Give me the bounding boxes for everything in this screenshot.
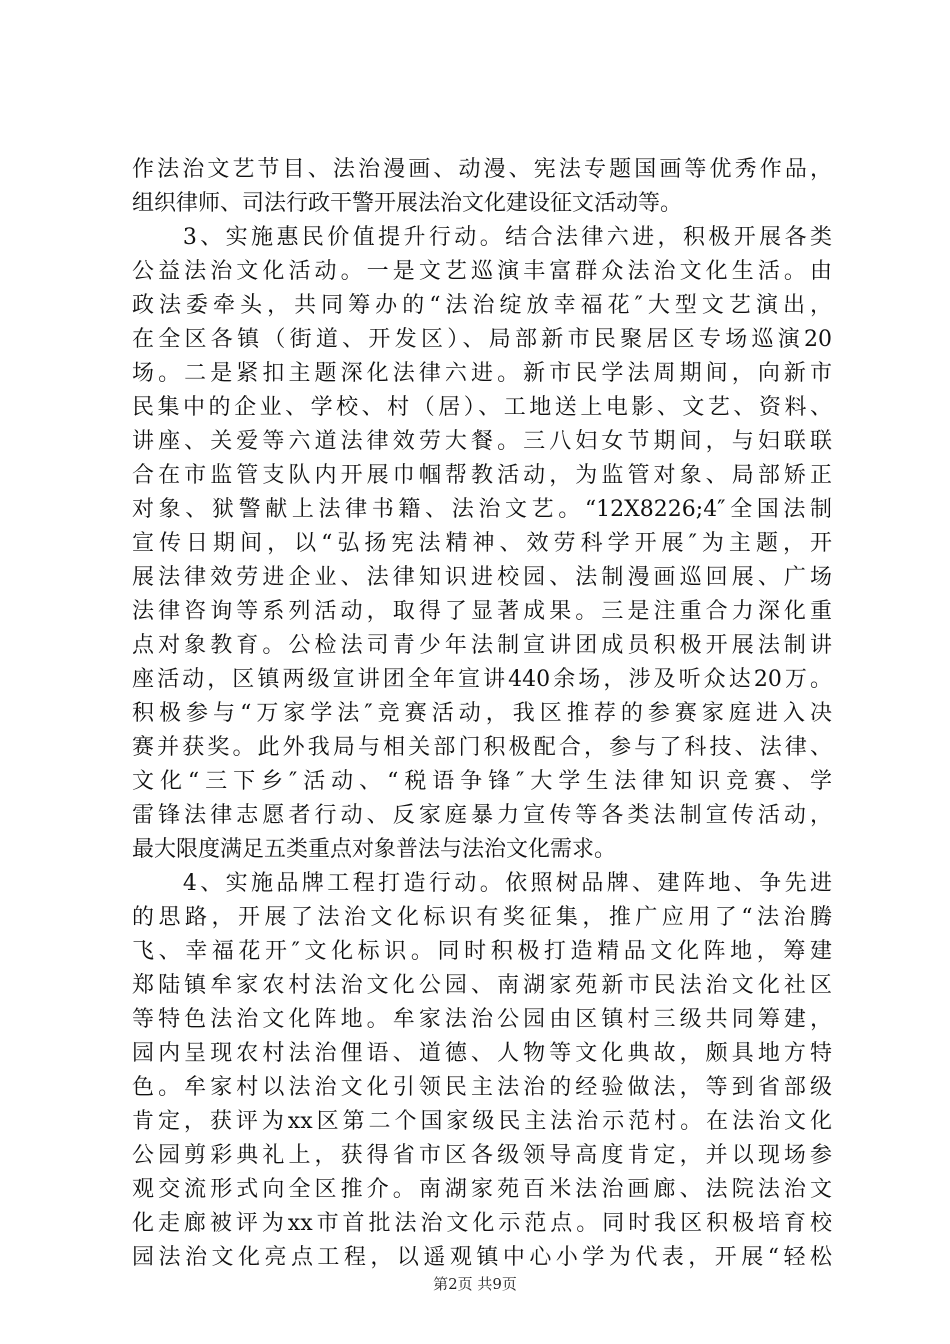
text-line: 座活动，区镇两级宣讲团全年宣讲440余场，涉及听众达20万。 <box>132 667 832 692</box>
text-line: 在全区各镇（街道、开发区）、局部新市民聚居区专场巡演20 <box>132 327 832 352</box>
text-line: 场。二是紧扣主题深化法律六进。新市民学法周期间，向新市 <box>132 361 832 386</box>
page-footer <box>0 1274 950 1294</box>
text-line: 对象、狱警献上法律书籍、法治文艺。“12X8226;4″全国法制 <box>132 497 832 522</box>
text-line: 文化“三下乡″活动、“税语争锋″大学生法律知识竞赛、学 <box>132 769 832 794</box>
page-number-label: 第2页 共9页 <box>433 1275 517 1293</box>
text-line: 雷锋法律志愿者行动、反家庭暴力宣传等各类法制宣传活动， <box>132 803 832 828</box>
text-line: 郑陆镇牟家农村法治文化公园、南湖家苑新市民法治文化社区 <box>132 973 832 998</box>
text-line: 园内呈现农村法治俚语、道德、人物等文化典故，颇具地方特 <box>132 1041 832 1066</box>
text-line: 法律咨询等系列活动，取得了显著成果。三是注重合力深化重 <box>132 599 832 624</box>
text-line: 化走廊被评为xx市首批法治文化示范点。同时我区积极培育校 <box>132 1211 832 1236</box>
text-line: 飞、幸福花开″文化标识。同时积极打造精品文化阵地，筹建 <box>132 939 832 964</box>
text-line: 等特色法治文化阵地。牟家法治公园由区镇村三级共同筹建， <box>132 1007 832 1032</box>
text-line: 3、实施惠民价值提升行动。结合法律六进，积极开展各类 <box>132 225 832 250</box>
text-line: 民集中的企业、学校、村（居）、工地送上电影、文艺、资料、 <box>132 395 832 420</box>
text-line: 赛并获奖。此外我局与相关部门积极配合，参与了科技、法律、 <box>132 735 832 760</box>
text-line: 色。牟家村以法治文化引领民主法治的经验做法，等到省部级 <box>132 1075 832 1100</box>
text-line: 政法委牵头，共同筹办的“法治绽放幸福花″大型文艺演出， <box>132 293 832 318</box>
text-line: 点对象教育。公检法司青少年法制宣讲团成员积极开展法制讲 <box>132 633 832 658</box>
text-line: 积极参与“万家学法″竞赛活动，我区推荐的参赛家庭进入决 <box>132 701 832 726</box>
text-line: 观交流形式向全区推介。南湖家苑百米法治画廊、法院法治文 <box>132 1177 832 1202</box>
text-line: 讲座、关爱等六道法律效劳大餐。三八妇女节期间，与妇联联 <box>132 429 832 454</box>
text-line: 4、实施品牌工程打造行动。依照树品牌、建阵地、争先进 <box>132 871 832 896</box>
text-line: 合在市监管支队内开展巾帼帮教活动，为监管对象、局部矫正 <box>132 463 832 488</box>
body-text <box>132 153 832 1275</box>
text-line: 组织律师、司法行政干警开展法治文化建设征文活动等。 <box>132 191 683 216</box>
text-line: 展法律效劳进企业、法律知识进校园、法制漫画巡回展、广场 <box>132 565 832 590</box>
text-line: 肯定，获评为xx区第二个国家级民主法治示范村。在法治文化 <box>132 1109 832 1134</box>
text-line: 园法治文化亮点工程，以遥观镇中心小学为代表，开展“轻松 <box>132 1245 832 1270</box>
text-line: 公园剪彩典礼上，获得省市区各级领导高度肯定，并以现场参 <box>132 1143 832 1168</box>
text-line: 最大限度满足五类重点对象普法与法治文化需求。 <box>132 837 617 862</box>
text-line: 公益法治文化活动。一是文艺巡演丰富群众法治文化生活。由 <box>132 259 832 284</box>
text-line: 宣传日期间，以“弘扬宪法精神、效劳科学开展″为主题，开 <box>132 531 832 556</box>
text-line: 的思路，开展了法治文化标识有奖征集，推广应用了“法治腾 <box>132 905 832 930</box>
text-line: 作法治文艺节目、法治漫画、动漫、宪法专题国画等优秀作品， <box>132 157 832 182</box>
